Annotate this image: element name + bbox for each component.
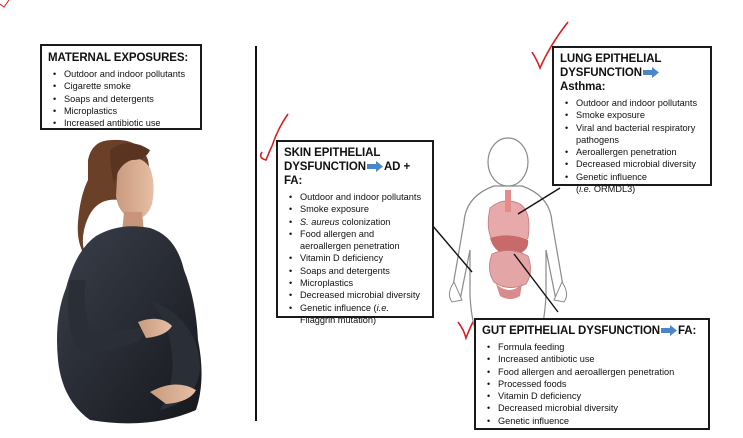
right-arrow-icon (643, 67, 659, 78)
list-item: • Smoke exposure (300, 203, 426, 215)
list-item (300, 216, 426, 228)
list-item (300, 228, 426, 253)
list-item: • Outdoor and indoor pollutants (64, 68, 194, 80)
lung-title (560, 52, 704, 94)
gut-epithelial-box (474, 318, 710, 430)
list-item: • Soaps and detergents (300, 265, 426, 277)
gut-title-a: GUT EPITHELIAL DYSFUNCTION (482, 325, 660, 337)
maternal-exposures-box (40, 44, 202, 130)
list-item: • Microplastics (64, 105, 194, 117)
list-item-text: Food allergen and (300, 228, 375, 239)
gut-callout-line (514, 254, 558, 312)
ie-italic: i.e. (579, 184, 592, 195)
list-item: • Vitamin D deficiency (498, 390, 702, 402)
list-item: • Outdoor and indoor pollutants (576, 97, 704, 109)
list-item-text: ORMDL3) (593, 184, 636, 195)
list-item: • Decreased microbial diversity (300, 289, 426, 301)
skin-title-line2a: DYSFUNCTION (284, 161, 366, 173)
maternal-title: MATERNAL EXPOSURES: (48, 52, 189, 64)
list-item-text: Filaggrin mutation) (300, 314, 377, 325)
list-item: • Vitamin D deficiency (300, 252, 426, 264)
skin-callout-line (432, 225, 472, 272)
gut-title (482, 324, 702, 338)
ie-prefix: ( (576, 184, 580, 195)
list-item: • Decreased microbial diversity (498, 402, 702, 414)
skin-title-line1: SKIN EPITHELIAL (284, 147, 381, 159)
ie-italic: i.e. (376, 302, 389, 313)
list-item (576, 122, 704, 147)
gut-title-b: FA: (678, 325, 697, 337)
list-item-text: pathogens (576, 134, 619, 145)
list-item-text: colonization (341, 216, 391, 227)
skin-title-line2b: AD + FA: (284, 161, 411, 187)
list-item: • Food allergen and aeroallergen penetration (498, 366, 702, 378)
list-item: • Aeroallergen penetration (576, 146, 704, 158)
skin-epithelial-box (276, 140, 434, 325)
list-item: • Decreased microbial diversity (576, 158, 704, 170)
list-item: • Outdoor and indoor pollutants (300, 191, 426, 203)
gut-list (482, 341, 702, 427)
lung-callout-line (518, 188, 560, 214)
list-item-text: aeroallergen penetration (300, 241, 400, 252)
list-item: • Smoke exposure (576, 109, 704, 121)
lung-title-line1: LUNG EPITHELIAL (560, 53, 662, 65)
lung-title-line2a: DYSFUNCTION (560, 67, 642, 79)
skin-title (284, 146, 426, 188)
right-arrow-icon (661, 325, 677, 336)
list-item: • Microplastics (300, 277, 426, 289)
list-item: • Soaps and detergents (64, 93, 194, 105)
list-item-text: Genetic influence (576, 171, 647, 182)
list-item: • Formula feeding (498, 341, 702, 353)
list-item: • Processed foods (498, 378, 702, 390)
list-item-text: Viral and bacterial respiratory (576, 122, 696, 133)
list-item: • Increased antibiotic use (498, 353, 702, 365)
list-item: • Genetic influence (498, 415, 702, 427)
list-item: • Increased antibiotic use (64, 117, 194, 129)
saureus-italic: S. aureus (300, 216, 340, 227)
list-item (576, 171, 704, 196)
skin-list (284, 191, 426, 326)
maternal-list (48, 68, 194, 129)
list-item-text: Genetic influence ( (300, 302, 377, 313)
right-arrow-icon (367, 161, 383, 172)
lung-epithelial-box (552, 46, 712, 195)
lung-title-line2b: Asthma: (560, 81, 606, 93)
list-item: • Cigarette smoke (64, 80, 194, 92)
lung-list (560, 97, 704, 195)
list-item (300, 302, 426, 327)
